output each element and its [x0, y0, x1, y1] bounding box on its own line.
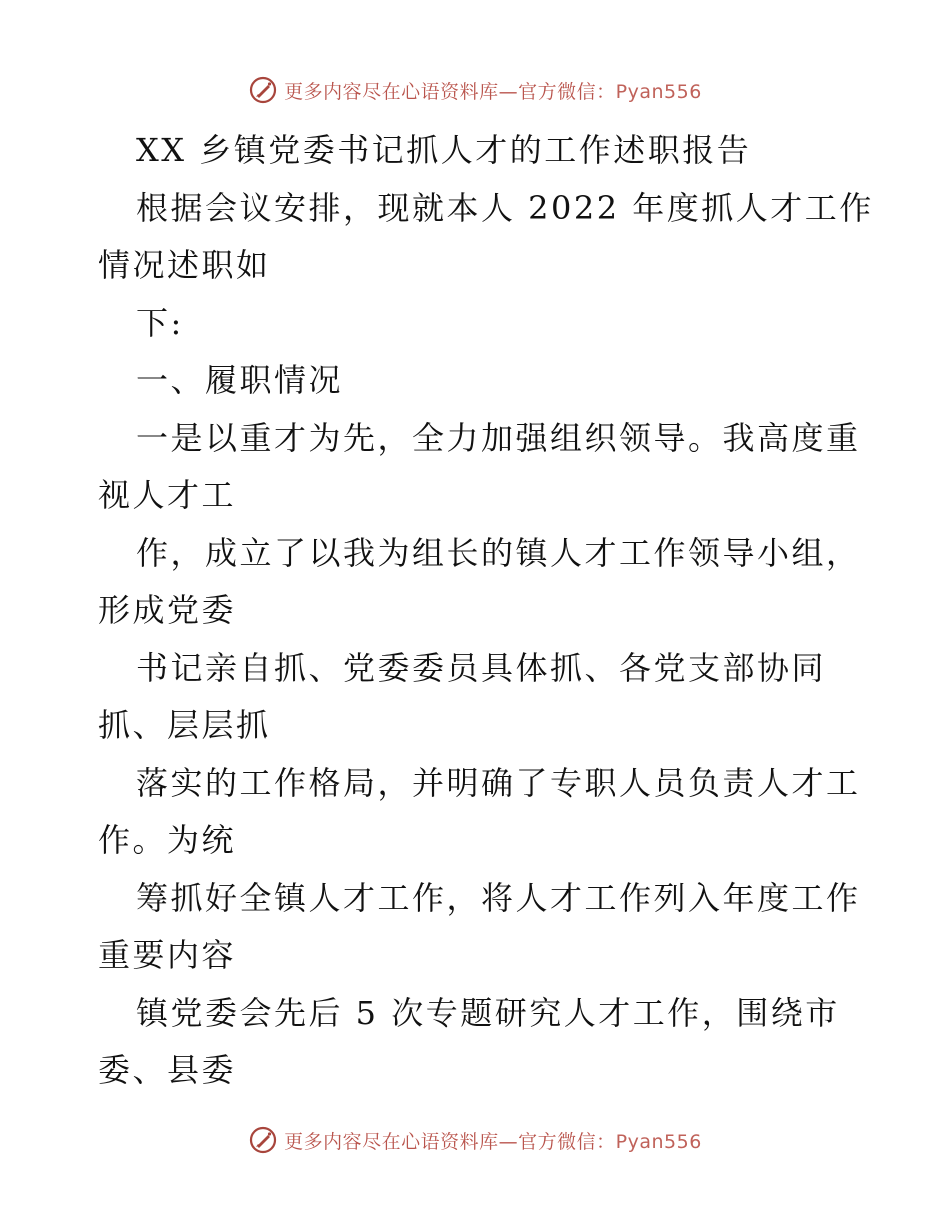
banner-message: 更多内容尽在心语资料库—官方微信：	[284, 80, 616, 103]
document-line: 一是以重才为先，全力加强组织领导。我高度重	[136, 418, 861, 457]
document-line: XX 乡镇党委书记抓人才的工作述职报告	[136, 131, 752, 169]
document-line: 下:	[136, 303, 184, 342]
header-banner	[0, 68, 950, 112]
document-line: 镇党委会先后 5 次专题研究人才工作，围绕市	[136, 993, 840, 1032]
document-line: 作，成立了以我为组长的镇人才工作领导小组，	[136, 533, 861, 572]
banner-text	[284, 1127, 702, 1154]
pen-nib-logo-icon	[248, 1125, 278, 1155]
document-line: 书记亲自抓、党委委员具体抓、各党支部协同	[136, 648, 827, 687]
document-line: 抓、层层抓	[98, 706, 271, 744]
banner-message: 更多内容尽在心语资料库—官方微信：	[284, 1130, 616, 1153]
document-line: 重要内容	[98, 936, 237, 974]
document-line: 形成党委	[98, 591, 237, 629]
document-body	[98, 122, 874, 1100]
document-line: 落实的工作格局，并明确了专职人员负责人才工	[136, 763, 861, 802]
document-line: 筹抓好全镇人才工作，将人才工作列入年度工作	[136, 878, 861, 917]
document-line: 一、履职情况	[136, 361, 344, 399]
pen-nib-logo-icon	[248, 75, 278, 105]
document-line: 根据会议安排，现就本人 2022 年度抓人才工作	[136, 188, 874, 227]
document-line: 委、县委	[98, 1051, 237, 1089]
wechat-id: Pyan556	[615, 80, 702, 103]
footer-banner	[0, 1118, 950, 1162]
document-line: 作。为统	[98, 821, 237, 859]
document-line: 情况述职如	[98, 246, 271, 284]
wechat-id: Pyan556	[615, 1130, 702, 1153]
banner-text	[284, 77, 702, 104]
document-line: 视人才工	[98, 476, 237, 514]
